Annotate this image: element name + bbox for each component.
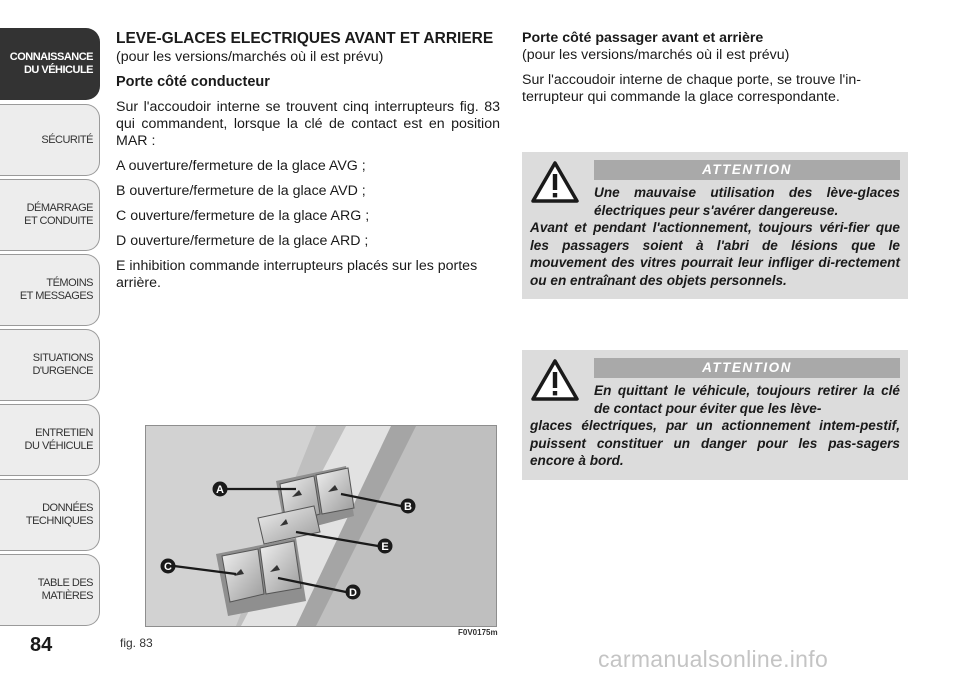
- callout-c: [161, 559, 176, 574]
- section-heading-title: LEVE-GLACES ELECTRIQUES AVANT ET ARRIERE: [116, 30, 494, 47]
- warning-text-first: Une mauvaise utilisation des lève-glaces électriques peur s'avérer dangereuse.: [594, 185, 900, 218]
- intro-paragraph: Sur l'accoudoir interne se trouvent cinq interrupteurs fig. 83 qui commandent, lorsque la clé de contact est en position MAR :: [116, 99, 500, 149]
- warning-title: ATTENTION: [594, 160, 900, 180]
- callout-label: D: [349, 587, 357, 599]
- callout-label: B: [404, 501, 412, 513]
- warning-title: ATTENTION: [594, 358, 900, 378]
- figure-window-switches: [145, 425, 497, 627]
- tab-securite[interactable]: [0, 104, 100, 176]
- callout-label: E: [381, 541, 389, 553]
- tab-label: ENTRETIEN DU VÉHICULE: [24, 427, 93, 452]
- tab-connaissance-du-vehicule[interactable]: [0, 28, 100, 100]
- list-item: B ouverture/fermeture de la glace AVD ;: [116, 183, 366, 199]
- passenger-paragraph: Sur l'accoudoir interne de chaque porte, se trouve l'in-terrupteur qui commande la glace correspondante.: [522, 72, 862, 105]
- section-heading-note: (pour les versions/marchés où il est prévu): [116, 49, 384, 65]
- warning-triangle-icon: [530, 358, 580, 402]
- tab-temoins-et-messages[interactable]: [0, 254, 100, 326]
- window-switch-panel-illustration: [146, 426, 496, 626]
- list-item: D ouverture/fermeture de la glace ARD ;: [116, 233, 369, 249]
- subheading-driver-door: Porte côté conducteur: [116, 74, 270, 90]
- tab-demarrage-et-conduite[interactable]: [0, 179, 100, 251]
- subheading-note: (pour les versions/marchés où il est prévu): [522, 47, 790, 63]
- right-column: [522, 30, 908, 106]
- warning-box: [522, 350, 908, 480]
- warning-text: [530, 184, 900, 289]
- callout-a: [213, 482, 228, 497]
- callout-label: C: [164, 561, 172, 573]
- tab-table-des-matieres[interactable]: [0, 554, 100, 626]
- section-heading: [116, 30, 500, 66]
- tab-label: CONNAISSANCE DU VÉHICULE: [9, 51, 93, 76]
- callout-b: [401, 499, 416, 514]
- figure-code: F0V0175m: [458, 628, 498, 637]
- warning-triangle-icon: [530, 160, 580, 204]
- tab-label: TÉMOINS ET MESSAGES: [19, 277, 93, 302]
- tab-situations-durgence[interactable]: [0, 329, 100, 401]
- tab-label: SÉCURITÉ: [41, 133, 93, 146]
- warning-text: [530, 382, 900, 470]
- callout-label: A: [216, 484, 224, 496]
- page-number: 84: [30, 634, 53, 656]
- warning-box: [522, 152, 908, 299]
- tab-label: TABLE DES MATIÈRES: [37, 577, 93, 602]
- watermark-text: carmanualsonline.info: [598, 646, 829, 672]
- list-item: E inhibition commande interrupteurs placés sur les portes arrière.: [116, 258, 478, 291]
- warning-text-rest: Avant et pendant l'actionnement, toujours véri-fier que les passagers soient à l'abri de lésions que le mouvement des vitres pourrait leur infliger di-rectement ou en entraînant des objets personnels.: [530, 220, 900, 288]
- figure-caption: fig. 83: [120, 636, 153, 650]
- list-item: C ouverture/fermeture de la glace ARG ;: [116, 208, 370, 224]
- warning-text-first: En quittant le véhicule, toujours retirer la clé de contact pour éviter que les lève-: [594, 383, 900, 416]
- tab-label: DÉMARRAGE ET CONDUITE: [24, 202, 93, 227]
- warning-text-rest: glaces électriques, par un actionnement intem-pestif, puissent constituer un danger pour les pas-sagers encore à bord.: [530, 418, 900, 468]
- tab-label: SITUATIONS D'URGENCE: [32, 352, 93, 377]
- subheading-passenger-door: Porte côté passager avant et arrière: [522, 30, 764, 46]
- left-column: [116, 30, 500, 300]
- list-item: A ouverture/fermeture de la glace AVG ;: [116, 158, 366, 174]
- tab-donnees-techniques[interactable]: [0, 479, 100, 551]
- tab-label: DONNÉES TECHNIQUES: [25, 502, 93, 527]
- callout-e: [378, 539, 393, 554]
- tab-entretien-du-vehicule[interactable]: [0, 404, 100, 476]
- callout-d: [346, 585, 361, 600]
